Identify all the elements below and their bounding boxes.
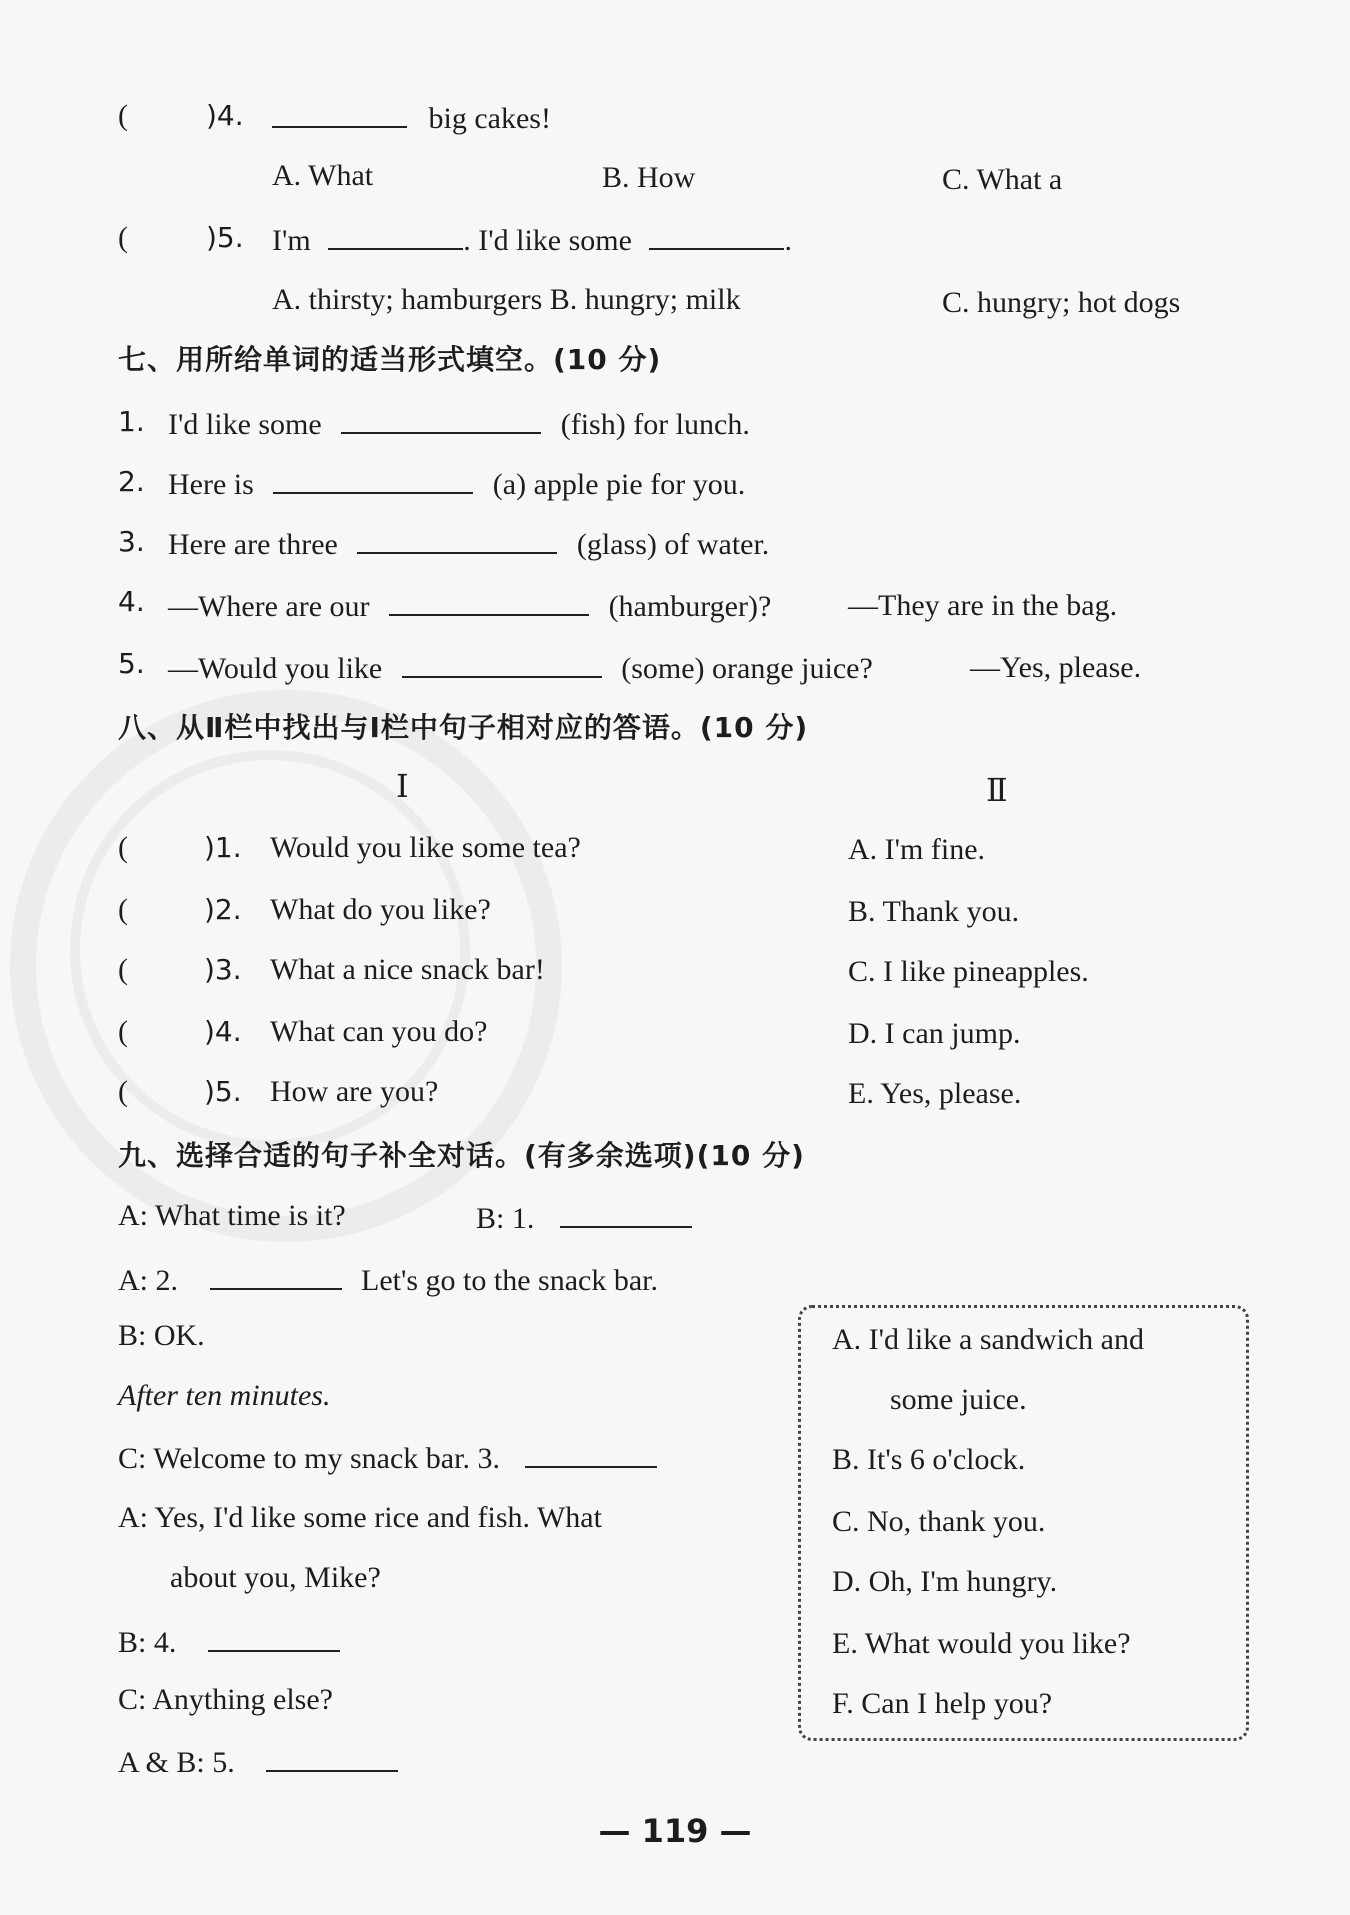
option-item: A. I'd like a sandwich and <box>832 1323 1144 1356</box>
answer-paren[interactable]: ( <box>118 831 128 864</box>
fill-blank[interactable] <box>273 464 473 494</box>
section7-item-5: —Would you like (some) orange juice? <box>168 648 873 687</box>
answer-paren[interactable]: ( <box>118 1075 128 1108</box>
column-1-item: What a nice snack bar! <box>270 953 545 986</box>
column-1-item: What do you like? <box>270 893 491 926</box>
fill-blank[interactable] <box>341 404 541 434</box>
fill-blank[interactable] <box>389 586 589 616</box>
option-c[interactable]: C. What a <box>942 163 1063 196</box>
section-9-title: 九、选择合适的句子补全对话。(有多余选项)(10 分) <box>118 1139 805 1172</box>
fill-blank[interactable] <box>210 1260 342 1290</box>
dialogue-line: A: Yes, I'd like some rice and fish. What <box>118 1501 602 1534</box>
fill-blank[interactable] <box>649 220 784 250</box>
column-2-item: D. I can jump. <box>848 1017 1021 1050</box>
option-item: B. It's 6 o'clock. <box>832 1443 1026 1476</box>
fill-blank[interactable] <box>357 524 557 554</box>
dialogue-line: A: What time is it? <box>118 1199 346 1232</box>
dialogue-line: B: 4. <box>118 1622 340 1661</box>
column-2-item: C. I like pineapples. <box>848 955 1089 988</box>
item-number: )5. <box>204 1075 242 1108</box>
fill-blank[interactable] <box>560 1198 692 1228</box>
option-item-cont: some juice. <box>890 1383 1027 1416</box>
item-number: )1. <box>204 831 242 864</box>
answer-paren[interactable]: ( <box>118 1015 128 1048</box>
item-number: )4. <box>204 1015 242 1048</box>
fill-blank[interactable] <box>525 1438 657 1468</box>
column-2-item: B. Thank you. <box>848 895 1020 928</box>
dialogue-line: B: OK. <box>118 1319 205 1352</box>
answer-paren[interactable]: ( <box>118 221 128 254</box>
section7-reply-4: —They are in the bag. <box>848 589 1118 622</box>
section7-item-1: I'd like some (fish) for lunch. <box>168 404 750 443</box>
section-8-title: 八、从Ⅱ栏中找出与Ⅰ栏中句子相对应的答语。(10 分) <box>118 711 809 744</box>
answer-paren[interactable]: ( <box>118 99 128 132</box>
question-q5: I'm . I'd like some . <box>272 220 792 259</box>
column-1-item: What can you do? <box>270 1015 488 1048</box>
fill-blank[interactable] <box>272 98 407 128</box>
dialogue-line: A: 2. Let's go to the snack bar. <box>118 1260 658 1299</box>
dialogue-line: C: Welcome to my snack bar. 3. <box>118 1438 657 1477</box>
section7-item-4: —Where are our (hamburger)? <box>168 586 771 625</box>
answer-paren[interactable]: ( <box>118 953 128 986</box>
column-1-item: Would you like some tea? <box>270 831 581 864</box>
option-item: F. Can I help you? <box>832 1687 1053 1720</box>
option-item: E. What would you like? <box>832 1627 1131 1660</box>
question-number: )5. <box>206 221 244 254</box>
item-number: )2. <box>204 893 242 926</box>
option-b[interactable]: B. How <box>602 161 696 194</box>
option-c[interactable]: C. hungry; hot dogs <box>942 286 1181 319</box>
fill-blank[interactable] <box>328 220 463 250</box>
item-number: )3. <box>204 953 242 986</box>
column-2-item: E. Yes, please. <box>848 1077 1022 1110</box>
question-number: )4. <box>206 99 244 132</box>
dialogue-line: about you, Mike? <box>170 1561 381 1594</box>
fill-blank[interactable] <box>208 1622 340 1652</box>
item-number: 5. <box>118 647 145 680</box>
section7-item-3: Here are three (glass) of water. <box>168 524 769 563</box>
option-item: D. Oh, I'm hungry. <box>832 1565 1058 1598</box>
fill-blank[interactable] <box>266 1742 398 1772</box>
item-number: 1. <box>118 405 145 438</box>
fill-blank[interactable] <box>402 648 602 678</box>
stage-direction: After ten minutes. <box>118 1379 331 1412</box>
item-number: 4. <box>118 585 145 618</box>
dialogue-line: B: 1. <box>476 1198 692 1237</box>
section-7-title: 七、用所给单词的适当形式填空。(10 分) <box>118 343 662 376</box>
option-item: C. No, thank you. <box>832 1505 1046 1538</box>
item-number: 2. <box>118 465 145 498</box>
column-1-item: How are you? <box>270 1075 439 1108</box>
item-number: 3. <box>118 525 145 558</box>
option-a[interactable]: A. What <box>272 159 374 192</box>
column-1-heading: Ⅰ <box>396 768 409 804</box>
section7-item-2: Here is (a) apple pie for you. <box>168 464 745 503</box>
column-2-heading: Ⅱ <box>986 772 1008 808</box>
page-number: — 119 — <box>598 1812 752 1850</box>
question-q4: big cakes! <box>272 98 551 137</box>
dialogue-line: C: Anything else? <box>118 1683 333 1716</box>
section7-reply-5: —Yes, please. <box>970 651 1142 684</box>
option-ab[interactable]: A. thirsty; hamburgers B. hungry; milk <box>272 283 741 316</box>
column-2-item: A. I'm fine. <box>848 833 986 866</box>
answer-paren[interactable]: ( <box>118 893 128 926</box>
dialogue-line: A & B: 5. <box>118 1742 398 1781</box>
